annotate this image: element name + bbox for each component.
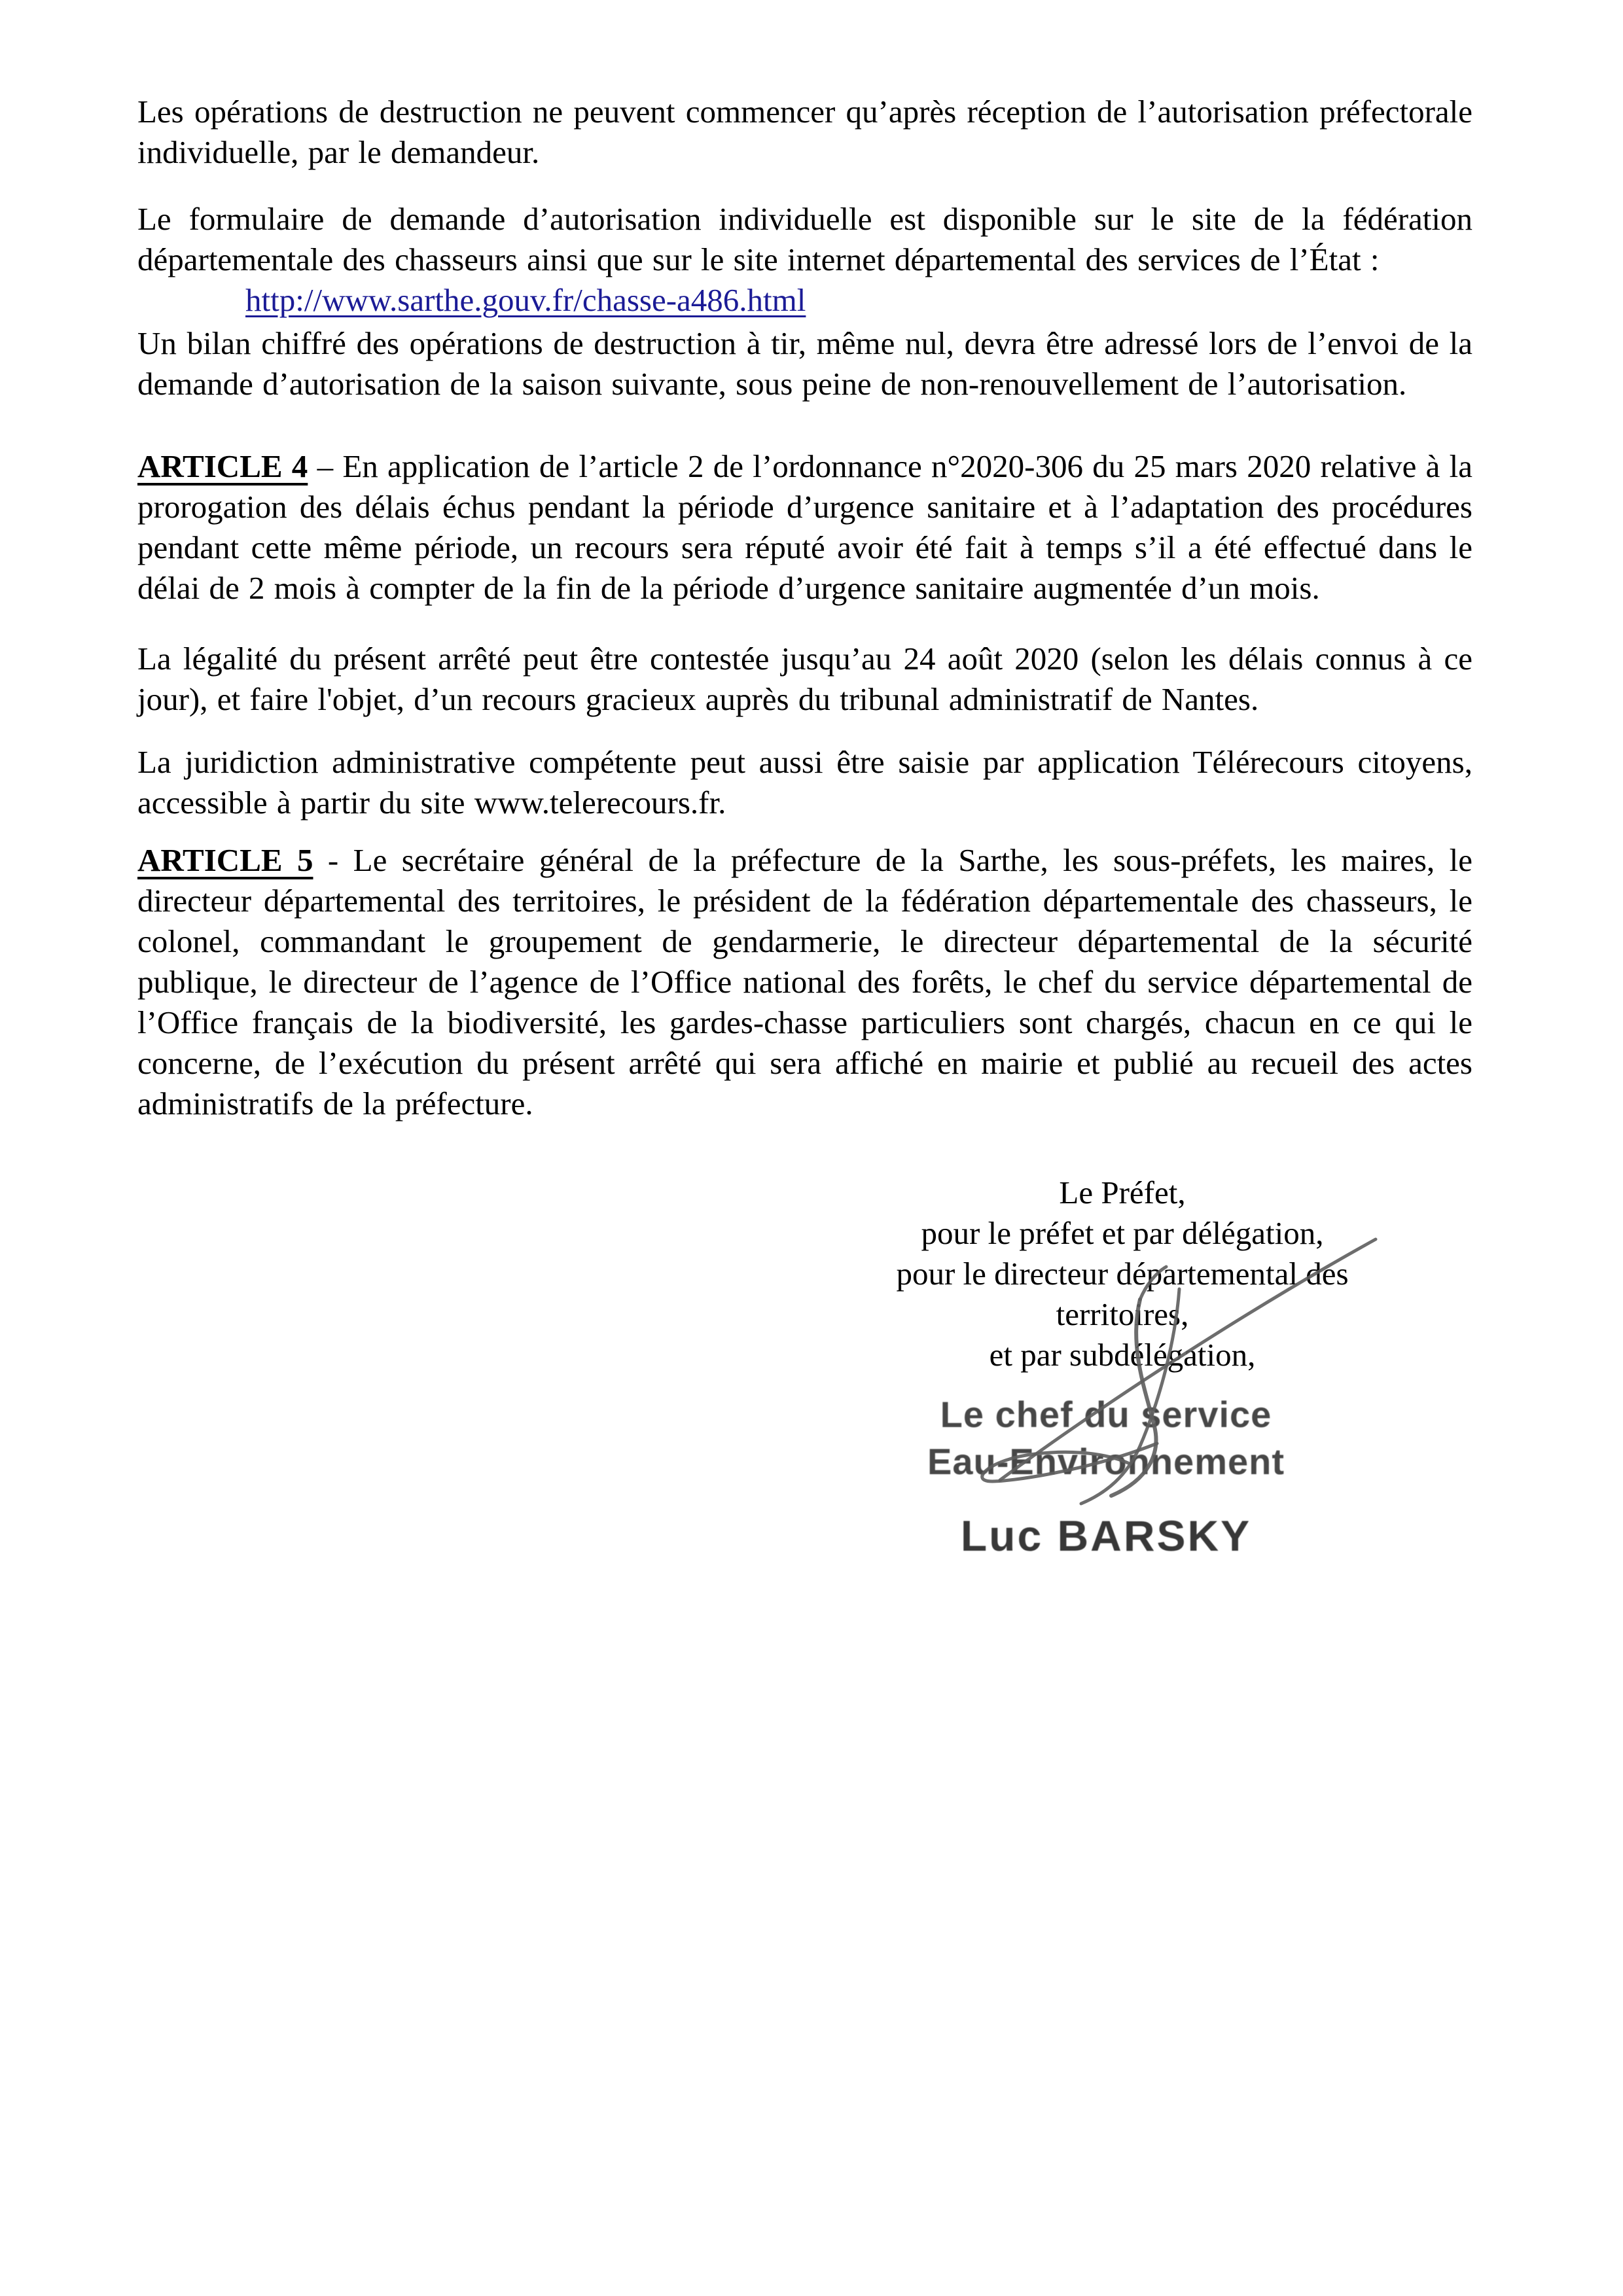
- paragraph-legalite-recours: La légalité du présent arrêté peut être contestée jusqu’au 24 août 2020 (selon les délais connus à ce jour), et faire l'objet, d’un recours gracieux auprès du tribunal administratif de Nantes.: [137, 641, 1472, 717]
- paragraph-article-5: [137, 840, 1472, 1124]
- signature-title-block: [834, 1173, 1410, 1375]
- signature-line-directeur: pour le directeur départemental des territoires,: [896, 1256, 1349, 1332]
- service-stamp-block: [818, 1391, 1394, 1485]
- document-body: [137, 92, 1472, 1559]
- signer-name: Luc BARSKY: [960, 1511, 1252, 1560]
- article-5-separator: -: [313, 842, 353, 878]
- article-4-text: En application de l’article 2 de l’ordonnance n°2020-306 du 25 mars 2020 relative à la prorogation des délais échus pendant la période d’urgence sanitaire et à l’adaptation des procédures pendant cette même période, un recours sera réputé avoir été fait à temps s’il a été effectué dans le délai de 2 mois à compter de la fin de la période d’urgence sanitaire augmentée d’un mois.: [137, 448, 1473, 606]
- article-4-heading: ARTICLE 4: [137, 448, 308, 484]
- link-line: [245, 280, 1472, 321]
- article-4-separator: –: [308, 448, 343, 484]
- article-5-text: Le secrétaire général de la préfecture de la Sarthe, les sous-préfets, les maires, le directeur départemental des territoires, le président de la fédération départementale des chasseurs, le colonel, commandant le groupement de gendarmerie, le directeur départemental de la sécurité publique, le directeur de l’agence de l’Office national des forêts, le chef du service départemental de l’Office français de la biodiversité, les gardes-chasse particuliers sont chargés, chacun en ce qui le concerne, de l’exécution du présent arrêté qui sera affiché en mairie et publié au recueil des actes administratifs de la préfecture.: [137, 842, 1472, 1122]
- paragraph-juridiction-telerecours: La juridiction administrative compétente peut aussi être saisie par application Télérecours citoyens, accessible à partir du site www.telerecours.fr.: [137, 744, 1472, 821]
- article-5-heading: ARTICLE 5: [137, 842, 313, 878]
- paragraph-operations-destruction: Les opérations de destruction ne peuvent commencer qu’après réception de l’autorisation préfectorale individuelle, par le demandeur.: [137, 94, 1472, 170]
- signature-line-subdelegation: et par subdélégation,: [989, 1337, 1256, 1373]
- stamp-line-chef-service: Le chef du service: [940, 1394, 1272, 1435]
- paragraph-formulaire-demande: Le formulaire de demande d’autorisation individuelle est disponible sur le site de la fédération départementale des chasseurs ainsi que sur le site internet départemental des services de l’État :: [137, 201, 1472, 277]
- paragraph-bilan-chiffre: Un bilan chiffré des opérations de destruction à tir, même nul, devra être adressé lors de l’envoi de la demande d’autorisation de la saison suivante, sous peine de non-renouvellement de l’autorisation.: [137, 325, 1472, 402]
- signature-line-prefet: Le Préfet,: [1059, 1174, 1186, 1210]
- stamp-line-eau-environnement: Eau-Environnement: [927, 1441, 1285, 1482]
- sarthe-gouv-link[interactable]: http://www.sarthe.gouv.fr/chasse-a486.html: [245, 282, 806, 318]
- paragraph-article-4: [137, 446, 1472, 609]
- signature-line-delegation: pour le préfet et par délégation,: [921, 1215, 1324, 1251]
